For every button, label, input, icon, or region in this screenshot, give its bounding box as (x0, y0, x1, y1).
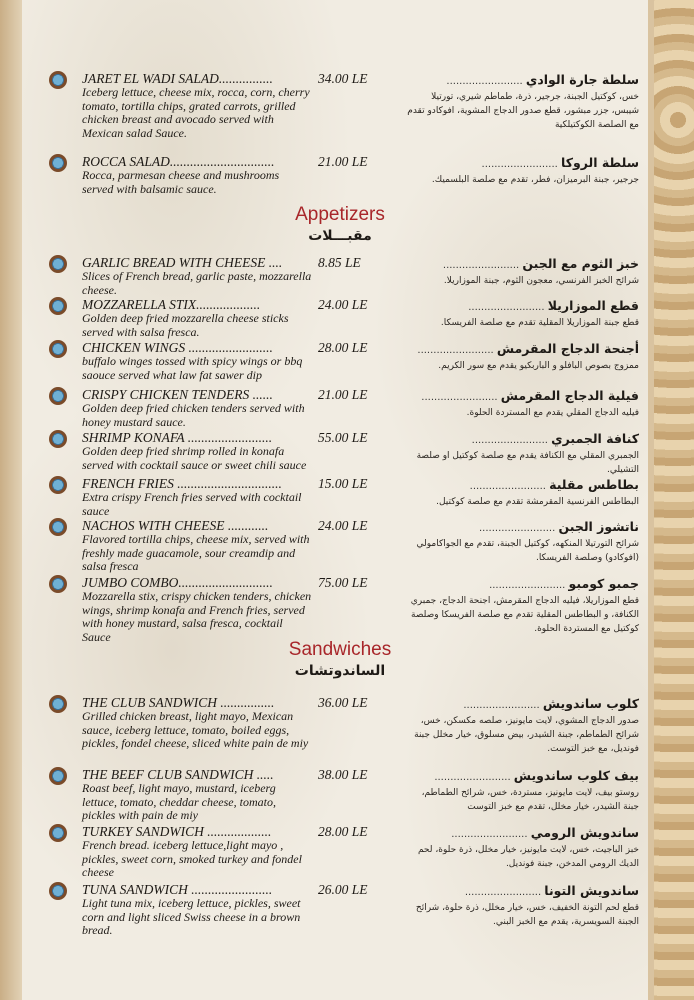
item-price: 36.00 LE (318, 695, 368, 710)
section-title-ar: مقبـــلات (308, 228, 372, 244)
item-name: SHRIMP KONAFA ......................... (82, 430, 273, 445)
item-name-ar-text: ساندويش التونا (544, 883, 639, 898)
item-english (82, 154, 312, 196)
dot-leader: ........................ (481, 159, 561, 170)
dot-leader: ........................ (471, 435, 552, 446)
item-name-ar-text: بطاطس مقلية (549, 477, 639, 492)
dot-leader: ........................ (464, 887, 545, 898)
item-name: TUNA SANDWICH ........................ (82, 882, 273, 897)
dot-leader: ........................ (463, 700, 543, 711)
item-description: Roast beef, light mayo, mustard, iceberg lettuce, tomato, cheddar cheese, tomato, pickles with pain de miy (82, 781, 276, 822)
item-description: Golden deep fried mozzarella cheese sticks served with salsa fresca. (82, 311, 289, 339)
section-header (240, 204, 440, 246)
item-description: Extra crispy French fries served with cocktail sauce (82, 490, 302, 518)
item-name-ar-text: سلطة الروكا (561, 155, 639, 170)
item-english (82, 695, 312, 751)
item-price: 26.00 LE (318, 882, 368, 897)
item-arabic (404, 824, 639, 871)
menu-bullet-icon (49, 387, 67, 405)
item-name: THE BEEF CLUB SANDWICH ..... (82, 767, 274, 782)
item-arabic (404, 476, 639, 509)
item-english (82, 387, 312, 429)
left-border-pattern (0, 0, 22, 1000)
item-english (82, 575, 312, 644)
item-name-arabic (404, 476, 639, 495)
right-border-pattern (648, 0, 694, 1000)
item-price: 21.00 LE (318, 154, 368, 169)
menu-bullet-icon (49, 71, 67, 89)
item-name-ar-text: كنافة الجمبري (551, 431, 639, 446)
item-english (82, 824, 312, 880)
item-description: Light tuna mix, iceberg lettuce, pickles, sweet corn and light sliced Swiss cheese in a brown bread. (82, 896, 301, 937)
item-description: Golden deep fried shrimp rolled in konafa served with cocktail sauce or sweet chili sauce (82, 444, 307, 472)
item-name-arabic (404, 154, 639, 173)
item-arabic (404, 255, 639, 288)
item-price: 28.00 LE (318, 340, 368, 355)
item-arabic (404, 575, 639, 636)
item-arabic (404, 297, 639, 330)
item-description-arabic: خس، كوكتيل الجبنة، جرجير، ذرة، طماطم شيري، تورتيلا شيبس، جزر مبشور، قطع صدور الدجاج المشوية، افوكادو تقدم مع الصلصة الكوكتيلكية (407, 92, 639, 130)
item-description-arabic: جرجير، جبنة البرميزان، فطر، تقدم مع صلصة البلسميك. (431, 175, 639, 185)
item-name-arabic (404, 695, 639, 714)
dot-leader: ........................ (442, 260, 523, 271)
item-name-arabic (404, 255, 639, 274)
section-title-en: Appetizers (295, 204, 385, 225)
item-english (82, 476, 312, 518)
item-arabic (404, 387, 639, 420)
item-name-ar-text: ناتشوز الجبن (558, 519, 639, 534)
dot-leader: ........................ (451, 829, 531, 840)
item-name-arabic (404, 882, 639, 901)
item-name-ar-text: جمبو كومبو (568, 576, 639, 591)
item-price: 75.00 LE (318, 575, 368, 590)
item-name-arabic (404, 824, 639, 843)
item-description: Mozzarella stix, crispy chicken tenders, chicken wings, shrimp konafa and French fries, served with honey mustard, salsa fresca, cocktail Sauce (82, 589, 312, 644)
menu-bullet-icon (49, 154, 67, 172)
item-name-arabic (404, 767, 639, 786)
item-arabic (404, 430, 639, 477)
item-name-arabic (404, 430, 639, 449)
item-description-arabic: قطع لحم التونة الخفيف، خس، خيار مخلل، ذرة حلوة، شرائح الجبنة السويسرية، يقدم مع الخبز البني. (415, 903, 639, 927)
item-name-ar-text: قطع الموزاريلا (547, 298, 639, 313)
menu-bullet-icon (49, 767, 67, 785)
item-name: MOZZARELLA STIX................... (82, 297, 261, 312)
item-price: 24.00 LE (318, 518, 368, 533)
item-price: 38.00 LE (318, 767, 368, 782)
item-english (82, 882, 312, 938)
item-description: Golden deep fried chicken tenders served with honey mustard sauce. (82, 401, 305, 429)
item-price: 21.00 LE (318, 387, 368, 402)
item-price: 34.00 LE (318, 71, 368, 86)
menu-bullet-icon (49, 476, 67, 494)
item-name: TURKEY SANDWICH ................... (82, 824, 272, 839)
item-name: THE CLUB SANDWICH ................ (82, 695, 275, 710)
dot-leader: ........................ (468, 302, 548, 313)
item-english (82, 71, 312, 140)
dot-leader: ........................ (417, 345, 497, 356)
item-name: ROCCA SALAD............................... (82, 154, 275, 169)
item-description: Slices of French bread, garlic paste, mozzarella cheese. (82, 269, 312, 297)
dot-leader: ........................ (421, 392, 501, 403)
item-name: CHICKEN WINGS ......................... (82, 340, 273, 355)
item-english (82, 430, 312, 472)
menu-bullet-icon (49, 255, 67, 273)
item-description: Flavored tortilla chips, cheese mix, served with freshly made guacamole, sour creamdip and salsa fresca (82, 532, 310, 573)
dot-leader: ........................ (434, 772, 514, 783)
item-price: 15.00 LE (318, 476, 368, 491)
item-name-ar-text: ساندويش الرومي (530, 825, 639, 840)
item-description: French bread. iceberg lettuce,light mayo , pickles, sweet corn, smoked turkey and fondel cheese (82, 838, 302, 879)
item-arabic (404, 695, 639, 756)
item-english (82, 340, 312, 382)
dot-leader: ........................ (489, 580, 569, 591)
item-name: CRISPY CHICKEN TENDERS ...... (82, 387, 273, 402)
item-description-arabic: البطاطس الفرنسية المقرمشة تقدم مع صلصة كوكتيل. (436, 497, 639, 507)
item-price: 55.00 LE (318, 430, 368, 445)
item-arabic (404, 340, 639, 373)
item-description: Rocca, parmesan cheese and mushrooms served with balsamic sauce. (82, 168, 280, 196)
item-name-ar-text: خبز الثوم مع الجبن (522, 256, 639, 271)
item-english (82, 518, 312, 574)
item-description-arabic: قطع الموزاريلا، فيليه الدجاج المقرمش، اجنحة الدجاج، جمبري الكنافة، و البطاطس المقلية تقدم مع صلصة الفريسكا وصلصة كوكتيل مع المستردة الحلوة. (410, 596, 639, 634)
item-name-ar-text: فيلية الدجاج المقرمش (500, 388, 639, 403)
item-name-arabic (404, 297, 639, 316)
item-name-ar-text: بيف كلوب ساندويش (513, 768, 639, 783)
item-price: 8.85 LE (318, 255, 361, 270)
item-name-arabic (404, 340, 639, 359)
item-description-arabic: فيليه الدجاج المقلي يقدم مع المستردة الحلوة. (466, 408, 639, 418)
item-name-arabic (404, 518, 639, 537)
item-name-arabic (404, 575, 639, 594)
item-name-ar-text: أجنحة الدجاج المقرمش (496, 341, 639, 356)
section-title-en: Sandwiches (288, 639, 392, 660)
item-description-arabic: ممزوج بصوص البافلو و الباربكيو يقدم مع سور الكريم. (438, 361, 639, 371)
item-description-arabic: روستو بيف، لايت مايونيز، مستردة، خس، شرائح الطماطم، جبنة الشيدر، خيار مخلل، تقدم مع خبز التوست (421, 788, 639, 812)
menu-bullet-icon (49, 340, 67, 358)
item-name: FRENCH FRIES ............................... (82, 476, 282, 491)
item-arabic (404, 518, 639, 565)
item-price: 28.00 LE (318, 824, 368, 839)
item-description: Grilled chicken breast, light mayo, Mexican sauce, iceberg lettuce, tomato, boiled eggs, pickles, fondel cheese, sliced white pain de miy (82, 709, 309, 750)
menu-bullet-icon (49, 882, 67, 900)
menu-bullet-icon (49, 430, 67, 448)
menu-bullet-icon (49, 297, 67, 315)
item-name-arabic (404, 387, 639, 406)
item-description: Iceberg lettuce, cheese mix, rocca, corn, cherry tomato, tortilla chips, grated carrots, grilled chicken breast and avocado served with Mexican salad Sauce. (82, 85, 310, 140)
dot-leader: ........................ (446, 76, 526, 87)
item-name-ar-text: كلوب ساندويش (542, 696, 639, 711)
item-name: GARLIC BREAD WITH CHEESE .... (82, 255, 283, 270)
menu-bullet-icon (49, 695, 67, 713)
item-name: JUMBO COMBO............................ (82, 575, 273, 590)
item-english (82, 767, 312, 823)
item-name-arabic (404, 71, 639, 90)
item-description-arabic: شرائح الخبز الفرنسي، معجون الثوم، جبنة الموزاريلا. (443, 276, 639, 286)
menu-bullet-icon (49, 518, 67, 536)
item-arabic (404, 71, 639, 132)
dot-leader: ........................ (479, 523, 559, 534)
item-name: NACHOS WITH CHEESE ............ (82, 518, 269, 533)
item-arabic (404, 154, 639, 187)
item-name: JARET EL WADI SALAD................ (82, 71, 273, 86)
item-english (82, 255, 312, 297)
item-description: buffalo winges tossed with spicy wings or bbq saouce served what law fat sawer dip (82, 354, 303, 382)
item-price: 24.00 LE (318, 297, 368, 312)
menu-bullet-icon (49, 824, 67, 842)
section-title-ar: الساندوتشات (294, 663, 386, 679)
item-arabic (404, 882, 639, 929)
section-header (240, 639, 440, 681)
item-description-arabic: خبز الباجيت، خس، لايت مايونيز، خيار مخلل، ذرة حلوة، لحم الديك الرومي المدخن، جبنة فونديل. (417, 845, 639, 869)
dot-leader: ........................ (469, 481, 550, 492)
item-description-arabic: شرائح التورتيلا المنكهه، كوكتيل الجبنة، تقدم مع الجواكامولي (افوكادو) وصلصة الفريسكا. (416, 539, 639, 563)
menu-bullet-icon (49, 575, 67, 593)
item-description-arabic: قطع جبنة الموزاريلا المقلية تقدم مع صلصة الفريسكا. (440, 318, 639, 328)
item-description-arabic: الجمبري المقلي مع الكنافة يقدم مع صلصة كوكتيل او صلصة التشيلي. (416, 451, 639, 475)
item-name-ar-text: سلطة جارة الوادي (525, 72, 639, 87)
item-english (82, 297, 312, 339)
item-arabic (404, 767, 639, 814)
item-description-arabic: صدور الدجاج المشوي، لايت مايونيز، صلصه مكسكن، خس، شرائح الطماطم، جبنة الشيدر، بيض مسلوق، خيار مخلل جبنة فونديل، مع خبز التوست. (414, 716, 639, 754)
